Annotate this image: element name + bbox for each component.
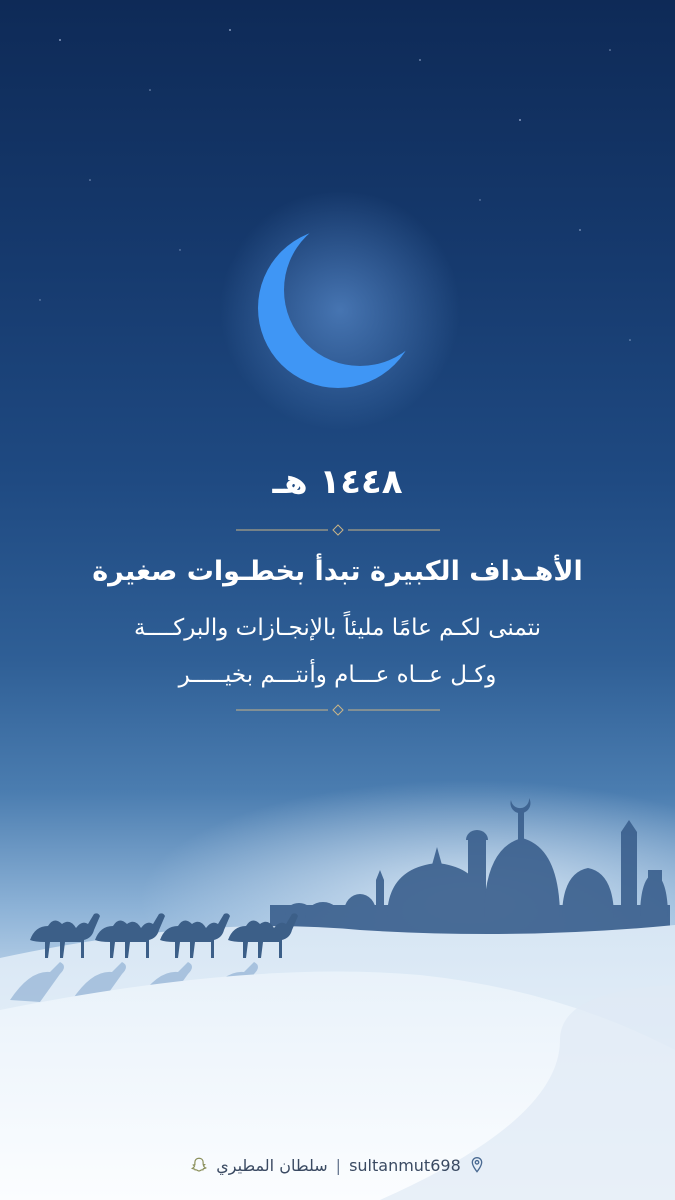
wish-line-2: وكـل عــاه عـــام وأنتـــم بخيـــــر (178, 662, 497, 688)
top-ornament-divider (236, 524, 440, 536)
snapchat-ghost-icon (190, 1156, 208, 1174)
bottom-ornament-divider (236, 704, 440, 716)
hijri-year: ١٤٤٨ هـ (272, 462, 403, 502)
footer-credit (0, 1150, 675, 1180)
crescent-moon-icon (258, 228, 418, 388)
headline: الأهـداف الكبيرة تبدأ بخطـوات صغيرة (92, 556, 583, 587)
wish-line-1: نتمنى لكـم عامًا مليئاً بالإنجـازات والبركــــة (134, 615, 541, 641)
author-name: سلطان المطيري (216, 1155, 328, 1175)
location-pin-icon (469, 1156, 485, 1174)
author-handle: sultanmut698 (349, 1155, 461, 1175)
footer-separator: | (335, 1155, 342, 1175)
